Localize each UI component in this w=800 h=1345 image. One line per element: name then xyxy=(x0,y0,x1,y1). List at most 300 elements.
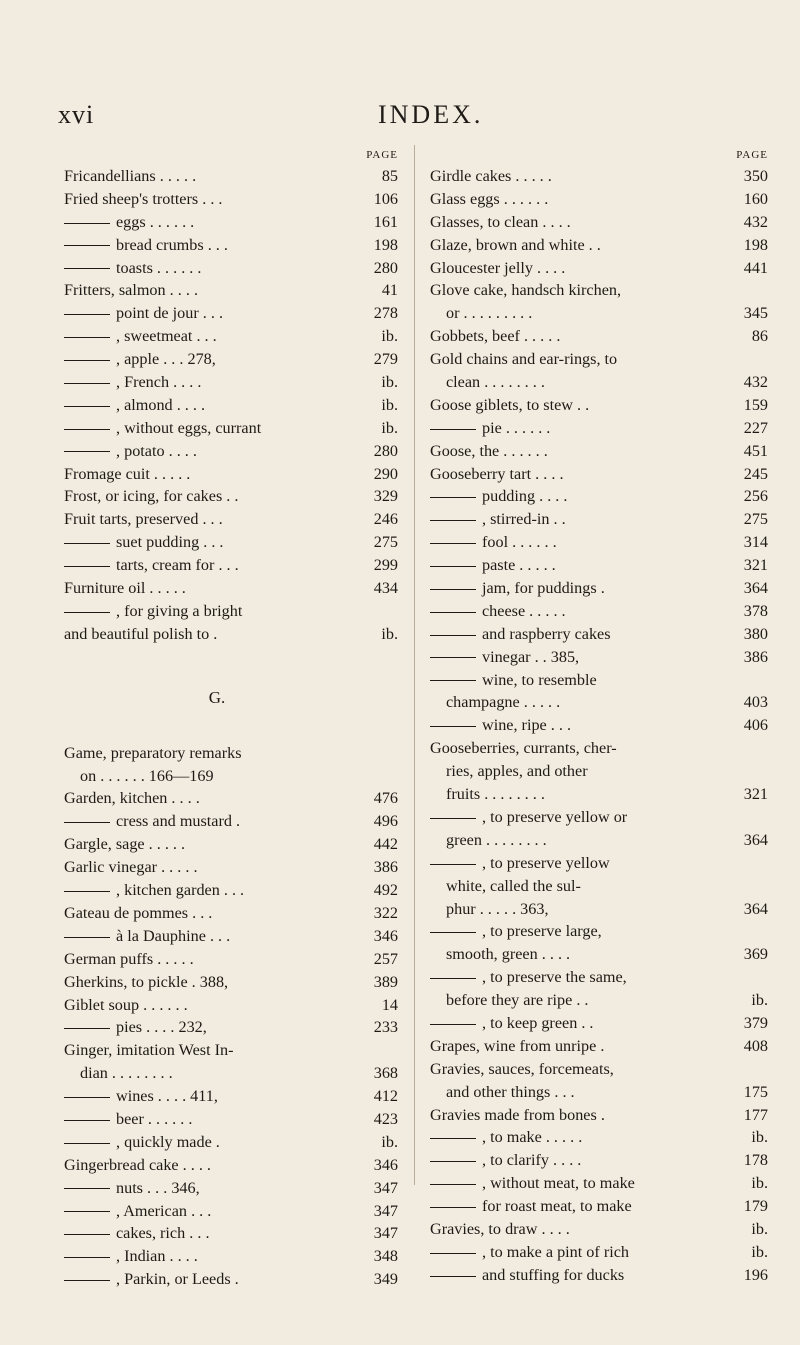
index-entry xyxy=(64,1200,400,1223)
ditto-dash xyxy=(64,1257,110,1258)
entry-text: Grapes, wine from unripe . xyxy=(430,1036,605,1055)
entry-page: 178 xyxy=(743,1151,768,1170)
ditto-dash xyxy=(430,566,476,567)
entry-text: Fruit tarts, preserved . . . xyxy=(64,510,223,529)
index-entry xyxy=(430,1012,770,1035)
index-entry xyxy=(64,371,400,394)
entry-page: 432 xyxy=(743,373,768,392)
entry-page: 85 xyxy=(381,167,398,185)
entry-text: cress and mustard . xyxy=(116,812,241,831)
index-entry xyxy=(430,165,770,188)
entry-text: before they are ripe . . xyxy=(446,991,589,1010)
ditto-dash xyxy=(430,1161,476,1162)
entry-text: point de jour . . . xyxy=(116,304,224,323)
index-list-g-continued xyxy=(430,165,770,1287)
ditto-dash xyxy=(430,1184,476,1185)
index-entry xyxy=(64,440,400,463)
ditto-dash xyxy=(430,1276,476,1277)
index-entry xyxy=(64,623,400,646)
entry-text: Goose giblets, to stew . . xyxy=(430,395,590,414)
column-divider xyxy=(414,145,415,1185)
entry-text: and stuffing for ducks xyxy=(482,1265,625,1284)
entry-page: 314 xyxy=(743,533,768,552)
ditto-dash xyxy=(430,932,476,933)
entry-page: 380 xyxy=(743,624,768,643)
entry-page: ib. xyxy=(381,1132,398,1151)
index-entry xyxy=(64,1177,400,1200)
ditto-dash xyxy=(64,1097,110,1098)
ditto-dash xyxy=(64,451,110,452)
spacer xyxy=(64,646,400,680)
entry-text: , to keep green . . xyxy=(482,1013,594,1032)
entry-text: Glaze, brown and white . . xyxy=(430,235,601,254)
index-entry xyxy=(64,856,400,879)
entry-text: , Parkin, or Leeds . xyxy=(116,1270,239,1289)
entry-page: 322 xyxy=(373,903,398,922)
entry-text: Gravies, sauces, forcemeats, xyxy=(430,1059,614,1078)
entry-page: ib. xyxy=(751,1128,768,1147)
ditto-dash xyxy=(430,864,476,865)
ditto-dash xyxy=(64,406,110,407)
ditto-dash xyxy=(430,635,476,636)
entry-page: 476 xyxy=(373,789,398,808)
entry-text: Goose, the . . . . . . xyxy=(430,441,548,460)
entry-page: 441 xyxy=(743,258,768,277)
index-entry xyxy=(64,1016,400,1039)
entry-text: , without meat, to make xyxy=(482,1174,635,1193)
index-entry xyxy=(64,279,400,302)
index-entry xyxy=(430,1035,770,1058)
entry-page: 442 xyxy=(373,835,398,854)
right-column xyxy=(430,145,770,1287)
entry-page: ib. xyxy=(751,1242,768,1261)
entry-text: , to clarify . . . . xyxy=(482,1151,582,1170)
index-entry xyxy=(64,971,400,994)
index-entry xyxy=(430,188,770,211)
entry-text: Gargle, sage . . . . . xyxy=(64,835,186,854)
index-entry xyxy=(64,211,400,234)
entry-page: 496 xyxy=(373,812,398,831)
entry-text: Fritters, salmon . . . . xyxy=(64,281,198,300)
entry-page: 347 xyxy=(373,1178,398,1197)
index-entry xyxy=(64,463,400,486)
entry-text: , Indian . . . . xyxy=(116,1247,198,1266)
entry-page: 364 xyxy=(743,899,768,918)
page-number: xvi xyxy=(58,100,95,129)
index-entry xyxy=(64,394,400,417)
entry-text: Gooseberries, currants, cher- xyxy=(430,739,617,758)
entry-page: ib. xyxy=(751,1174,768,1193)
entry-text: German puffs . . . . . xyxy=(64,949,194,968)
entry-text: smooth, green . . . . xyxy=(446,945,571,964)
ditto-dash xyxy=(430,818,476,819)
entry-page: 198 xyxy=(373,235,398,254)
ditto-dash xyxy=(64,822,110,823)
index-entry xyxy=(64,577,400,600)
ditto-dash xyxy=(430,726,476,727)
entry-page: 198 xyxy=(743,235,768,254)
ditto-dash xyxy=(64,383,110,384)
ditto-dash xyxy=(430,657,476,658)
ditto-dash xyxy=(64,1188,110,1189)
entry-text: Gateau de pommes . . . xyxy=(64,903,213,922)
entry-page: 256 xyxy=(743,487,768,506)
entry-text: , kitchen garden . . . xyxy=(116,881,245,900)
entry-page: 423 xyxy=(373,1109,398,1128)
entry-page: 346 xyxy=(373,926,398,945)
index-entry xyxy=(64,833,400,856)
index-entry xyxy=(430,577,770,600)
index-entry xyxy=(64,1154,400,1177)
entry-text: wine, ripe . . . xyxy=(482,716,572,735)
index-entry xyxy=(430,554,770,577)
index-entry xyxy=(430,508,770,531)
page-header xyxy=(0,96,800,136)
entry-page: ib. xyxy=(381,395,398,414)
index-entry xyxy=(64,787,400,810)
entry-text: , quickly made . xyxy=(116,1132,220,1151)
ditto-dash xyxy=(64,1120,110,1121)
index-entry xyxy=(430,989,770,1012)
entry-text: Garden, kitchen . . . . xyxy=(64,789,200,808)
index-entry xyxy=(430,1172,770,1195)
entry-page: 379 xyxy=(743,1013,768,1032)
entry-text: suet pudding . . . xyxy=(116,533,224,552)
index-entry xyxy=(64,902,400,925)
index-entry xyxy=(430,806,770,829)
entry-page: 403 xyxy=(743,693,768,712)
index-entry xyxy=(430,600,770,623)
entry-page: 179 xyxy=(743,1197,768,1216)
entry-text: à la Dauphine . . . xyxy=(116,926,231,945)
entry-page: 245 xyxy=(743,464,768,483)
entry-text: and beautiful polish to . xyxy=(64,624,218,643)
index-entry xyxy=(64,765,400,788)
entry-text: pies . . . . 232, xyxy=(116,1018,207,1037)
index-entry xyxy=(430,1264,770,1287)
index-entry xyxy=(430,1195,770,1218)
entry-text: clean . . . . . . . . xyxy=(446,373,545,392)
section-letter: G. xyxy=(208,687,226,707)
page-column-label xyxy=(430,145,770,165)
entry-page: 349 xyxy=(373,1270,398,1289)
index-entry xyxy=(430,1058,770,1081)
index-entry xyxy=(64,948,400,971)
index-entry xyxy=(64,348,400,371)
ditto-dash xyxy=(64,337,110,338)
index-entry xyxy=(430,1126,770,1149)
ditto-dash xyxy=(64,937,110,938)
entry-text: Glasses, to clean . . . . xyxy=(430,212,571,231)
entry-page: 160 xyxy=(743,189,768,208)
entry-text: Frost, or icing, for cakes . . xyxy=(64,487,239,506)
index-entry xyxy=(64,925,400,948)
entry-page: 299 xyxy=(373,556,398,575)
page-column-label xyxy=(64,145,400,165)
index-entry xyxy=(430,1241,770,1264)
index-entry xyxy=(64,879,400,902)
index-entry xyxy=(430,898,770,921)
entry-text: Ginger, imitation West In- xyxy=(64,1041,234,1060)
ditto-dash xyxy=(64,245,110,246)
running-title: INDEX. xyxy=(378,100,484,129)
entry-text: cakes, rich . . . xyxy=(116,1224,210,1243)
entry-page: 348 xyxy=(373,1247,398,1266)
index-entry xyxy=(430,279,770,302)
entry-text: , without eggs, currant xyxy=(116,418,262,437)
entry-text: Girdle cakes . . . . . xyxy=(430,167,552,185)
entry-page: ib. xyxy=(381,373,398,392)
entry-page: 368 xyxy=(373,1064,398,1083)
entry-text: dian . . . . . . . . xyxy=(80,1064,173,1083)
ditto-dash xyxy=(430,589,476,590)
ditto-dash xyxy=(64,1280,110,1281)
entry-page: 347 xyxy=(373,1201,398,1220)
entry-page: 321 xyxy=(743,785,768,804)
index-entry xyxy=(64,1062,400,1085)
index-entry xyxy=(64,1108,400,1131)
entry-text: tarts, cream for . . . xyxy=(116,556,239,575)
entry-text: , French . . . . xyxy=(116,373,202,392)
page-label: PAGE xyxy=(736,149,768,161)
entry-text: champagne . . . . . xyxy=(446,693,561,712)
ditto-dash xyxy=(64,1028,110,1029)
entry-text: Garlic vinegar . . . . . xyxy=(64,858,198,877)
ditto-dash xyxy=(430,978,476,979)
entry-page: 329 xyxy=(373,487,398,506)
index-entry xyxy=(64,810,400,833)
entry-page: 386 xyxy=(743,647,768,666)
index-entry xyxy=(64,742,400,765)
left-column xyxy=(64,145,400,1291)
index-entry xyxy=(64,508,400,531)
entry-text: Gooseberry tart . . . . xyxy=(430,464,564,483)
index-entry xyxy=(64,325,400,348)
index-entry xyxy=(430,966,770,989)
index-entry xyxy=(64,600,400,623)
index-entry xyxy=(430,691,770,714)
entry-text: paste . . . . . xyxy=(482,556,556,575)
entry-text: Fromage cuit . . . . . xyxy=(64,464,191,483)
index-entry xyxy=(64,1039,400,1062)
entry-text: and other things . . . xyxy=(446,1082,575,1101)
entry-text: Glove cake, handsch kirchen, xyxy=(430,281,622,300)
entry-page: 175 xyxy=(743,1082,768,1101)
ditto-dash xyxy=(430,497,476,498)
entry-page: 280 xyxy=(373,258,398,277)
index-entry xyxy=(430,646,770,669)
index-entry xyxy=(430,737,770,760)
entry-page: 408 xyxy=(743,1036,768,1055)
entry-text: Glass eggs . . . . . . xyxy=(430,189,549,208)
index-entry xyxy=(430,234,770,257)
ditto-dash xyxy=(430,612,476,613)
entry-text: Fricandellians . . . . . xyxy=(64,167,197,185)
entry-text: , potato . . . . xyxy=(116,441,197,460)
entry-text: and raspberry cakes xyxy=(482,624,611,643)
entry-page: 369 xyxy=(743,945,768,964)
ditto-dash xyxy=(430,680,476,681)
index-entry xyxy=(430,485,770,508)
entry-text: fool . . . . . . xyxy=(482,533,557,552)
index-entry xyxy=(430,760,770,783)
entry-text: cheese . . . . . xyxy=(482,601,566,620)
ditto-dash xyxy=(430,520,476,521)
entry-text: toasts . . . . . . xyxy=(116,258,202,277)
entry-page: 346 xyxy=(373,1155,398,1174)
index-entry xyxy=(430,394,770,417)
index-entry xyxy=(430,875,770,898)
index-entry xyxy=(430,1149,770,1172)
entry-page: 434 xyxy=(373,579,398,598)
entry-page: 233 xyxy=(373,1018,398,1037)
entry-text: pie . . . . . . xyxy=(482,418,551,437)
entry-page: 227 xyxy=(743,418,768,437)
index-entry xyxy=(64,302,400,325)
index-entry xyxy=(430,943,770,966)
entry-page: ib. xyxy=(751,991,768,1010)
entry-page: 432 xyxy=(743,212,768,231)
entry-page: 389 xyxy=(373,972,398,991)
entry-page: 386 xyxy=(373,858,398,877)
entry-text: Gobbets, beef . . . . . xyxy=(430,327,561,346)
entry-page: 246 xyxy=(373,510,398,529)
index-list-f xyxy=(64,165,400,646)
entry-page: 347 xyxy=(373,1224,398,1243)
index-entry xyxy=(430,852,770,875)
index-entry xyxy=(430,714,770,737)
page-label: PAGE xyxy=(366,149,398,161)
ditto-dash xyxy=(430,1253,476,1254)
entry-text: green . . . . . . . . xyxy=(446,830,547,849)
index-entry xyxy=(430,531,770,554)
index-entry xyxy=(430,783,770,806)
ditto-dash xyxy=(64,223,110,224)
index-entry xyxy=(430,371,770,394)
entry-page: 278 xyxy=(373,304,398,323)
entry-text: Giblet soup . . . . . . xyxy=(64,995,188,1014)
spacer xyxy=(64,716,400,742)
entry-text: beer . . . . . . xyxy=(116,1109,193,1128)
entry-page: 161 xyxy=(373,212,398,231)
index-entry xyxy=(64,1245,400,1268)
index-entry xyxy=(64,1268,400,1291)
entry-page: 321 xyxy=(743,556,768,575)
entry-page: 350 xyxy=(743,167,768,185)
entry-page: 406 xyxy=(743,716,768,735)
index-entry xyxy=(430,440,770,463)
ditto-dash xyxy=(64,314,110,315)
index-entry xyxy=(430,1218,770,1241)
entry-text: Game, preparatory remarks xyxy=(64,743,242,762)
index-entry xyxy=(64,1085,400,1108)
index-entry xyxy=(64,994,400,1017)
ditto-dash xyxy=(64,268,110,269)
entry-text: on . . . . . . 166—169 xyxy=(80,766,214,785)
ditto-dash xyxy=(430,1138,476,1139)
entry-page: 106 xyxy=(373,189,398,208)
entry-text: Gloucester jelly . . . . xyxy=(430,258,566,277)
ditto-dash xyxy=(64,612,110,613)
entry-text: Gravies, to draw . . . . xyxy=(430,1219,570,1238)
index-list-g xyxy=(64,742,400,1291)
entry-text: vinegar . . 385, xyxy=(482,647,580,666)
entry-text: , to make . . . . . xyxy=(482,1128,583,1147)
entry-text: , American . . . xyxy=(116,1201,212,1220)
index-entry xyxy=(430,257,770,280)
ditto-dash xyxy=(430,1024,476,1025)
ditto-dash xyxy=(64,543,110,544)
entry-text: wine, to resemble xyxy=(482,670,597,689)
entry-text: Gherkins, to pickle . 388, xyxy=(64,972,229,991)
index-entry xyxy=(64,257,400,280)
entry-text: phur . . . . . 363, xyxy=(446,899,549,918)
index-entry xyxy=(64,531,400,554)
entry-page: 412 xyxy=(373,1087,398,1106)
entry-page: 275 xyxy=(743,510,768,529)
index-entry xyxy=(64,234,400,257)
entry-page: 177 xyxy=(743,1105,768,1124)
entry-text: , to preserve yellow xyxy=(482,853,610,872)
entry-text: Fried sheep's trotters . . . xyxy=(64,189,223,208)
ditto-dash xyxy=(64,891,110,892)
index-entry xyxy=(430,463,770,486)
entry-text: Gravies made from bones . xyxy=(430,1105,605,1124)
index-entry xyxy=(430,669,770,692)
entry-text: , for giving a bright xyxy=(116,601,243,620)
entry-text: , to preserve yellow or xyxy=(482,807,628,826)
entry-text: , almond . . . . xyxy=(116,395,206,414)
ditto-dash xyxy=(64,1143,110,1144)
index-entry xyxy=(430,829,770,852)
index-entry xyxy=(430,302,770,325)
entry-text: nuts . . . 346, xyxy=(116,1178,200,1197)
entry-page: 451 xyxy=(743,441,768,460)
ditto-dash xyxy=(64,360,110,361)
entry-text: , sweetmeat . . . xyxy=(116,327,217,346)
entry-page: 364 xyxy=(743,830,768,849)
ditto-dash xyxy=(64,1234,110,1235)
entry-page: 275 xyxy=(373,533,398,552)
entry-page: 378 xyxy=(743,601,768,620)
entry-text: pudding . . . . xyxy=(482,487,568,506)
index-entry xyxy=(430,417,770,440)
index-entry xyxy=(64,1131,400,1154)
ditto-dash xyxy=(64,1211,110,1212)
entry-text: white, called the sul- xyxy=(446,876,581,895)
index-entry xyxy=(430,348,770,371)
entry-text: or . . . . . . . . . xyxy=(446,304,533,323)
entry-text: for roast meat, to make xyxy=(482,1197,632,1216)
ditto-dash xyxy=(430,1207,476,1208)
entry-page: ib. xyxy=(381,327,398,346)
index-entry xyxy=(64,1222,400,1245)
ditto-dash xyxy=(430,543,476,544)
index-entry xyxy=(430,211,770,234)
entry-page: 196 xyxy=(743,1265,768,1284)
entry-page: 41 xyxy=(381,281,398,300)
entry-page: 86 xyxy=(751,327,768,346)
entry-text: Gold chains and ear-rings, to xyxy=(430,350,618,369)
entry-text: ries, apples, and other xyxy=(446,762,588,781)
entry-page: 492 xyxy=(373,881,398,900)
index-entry xyxy=(64,554,400,577)
entry-text: , to preserve the same, xyxy=(482,968,627,987)
index-entry xyxy=(64,165,400,188)
entry-text: Gingerbread cake . . . . xyxy=(64,1155,211,1174)
entry-text: fruits . . . . . . . . xyxy=(446,785,545,804)
index-entry xyxy=(430,920,770,943)
